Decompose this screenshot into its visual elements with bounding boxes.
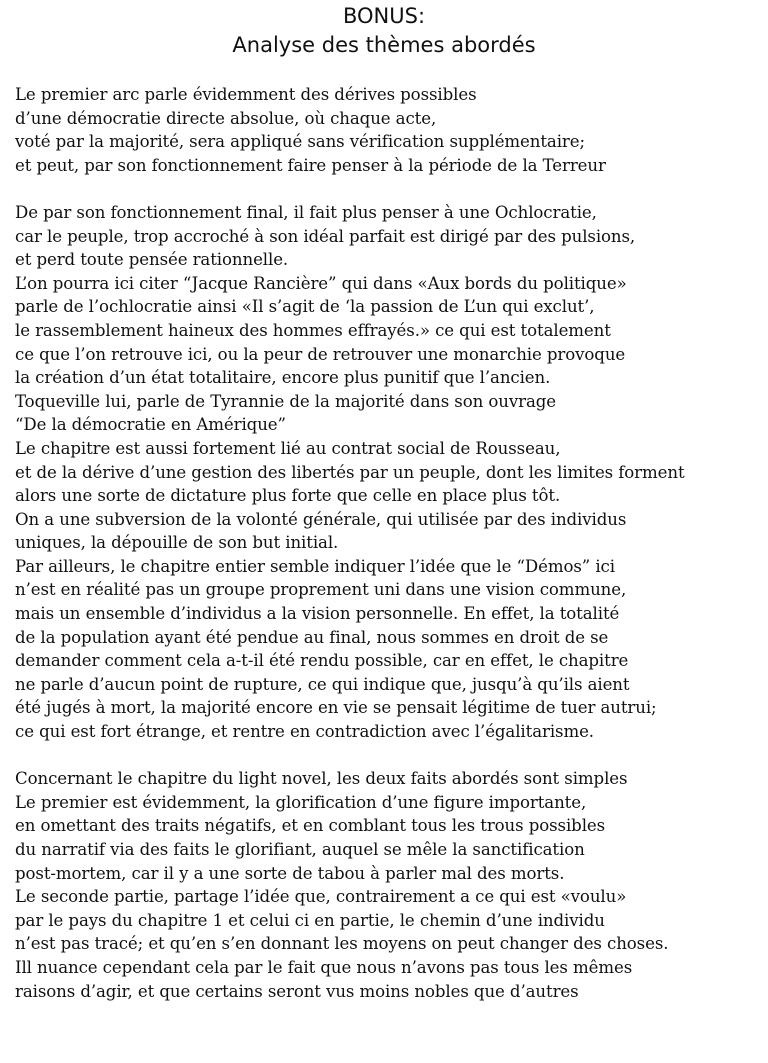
text-line: post-mortem, car il y a une sorte de tabou à parler mal des morts. <box>15 863 565 883</box>
paragraph-gap <box>15 744 765 768</box>
text-line: n’est en réalité pas un groupe proprement uni dans une vision commune, <box>15 580 627 600</box>
text-line: L’on pourra ici citer “Jacque Rancière” qui dans «Aux bords du politique» <box>15 273 627 293</box>
page-title: BONUS: <box>342 4 426 28</box>
text-line: On a une subversion de la volonté générale, qui utilisée par des individus <box>15 509 627 529</box>
text-line: alors une sorte de dictature plus forte que celle en place plus tôt. <box>15 486 561 506</box>
paragraph-3 <box>15 767 765 1003</box>
text-line: et perd toute pensée rationnelle. <box>15 250 289 270</box>
text-line: De par son fonctionnement final, il fait plus penser à une Ochlocratie, <box>15 202 597 222</box>
text-line: la création d’un état totalitaire, encore plus punitif que l’ancien. <box>15 368 551 388</box>
text-line: et peut, par son fonctionnement faire penser à la période de la Terreur <box>15 155 606 175</box>
text-line: du narratif via des faits le glorifiant, auquel se mêle la sanctification <box>15 840 585 859</box>
text-line: d’une démocratie directe absolue, où chaque acte, <box>15 108 437 128</box>
text-line: voté par la majorité, sera appliqué sans vérification supplémentaire; <box>15 132 585 152</box>
text-line: demander comment cela a-t-il été rendu possible, car en effet, le chapitre <box>15 651 629 671</box>
text-line: Le premier est évidemment, la glorification d’une figure importante, <box>15 792 587 812</box>
text-line: mais un ensemble d’individus a la vision personnelle. En effet, la totalité <box>15 604 620 624</box>
text-line: Concernant le chapitre du light novel, les deux faits abordés sont simples <box>15 769 628 789</box>
text-line: et de la dérive d’une gestion des libertés par un peuple, dont les limites forment <box>15 462 685 482</box>
text-line: ne parle d’aucun point de rupture, ce qui indique que, jusqu’à qu’ils aient <box>15 674 630 694</box>
text-line: Le chapitre est aussi fortement lié au contrat social de Rousseau, <box>15 438 561 458</box>
page-subtitle: Analyse des thèmes abordés <box>232 33 536 57</box>
text-line: par le pays du chapitre 1 et celui ci en partie, le chemin d’une individu <box>15 910 605 930</box>
text-line: en omettant des traits négatifs, et en comblant tous les trous possibles <box>15 816 606 836</box>
text-line: Par ailleurs, le chapitre entier semble indiquer l’idée que le “Démos” ici <box>15 556 615 576</box>
text-line: Le seconde partie, partage l’idée que, contrairement a ce qui est «voulu» <box>15 887 627 907</box>
text-line: uniques, la dépouille de son but initial. <box>15 533 339 553</box>
page-header <box>0 2 768 60</box>
text-line: Le premier arc parle évidemment des dérives possibles <box>15 85 477 104</box>
text-line: n’est pas tracé; et qu’en s’en donnant les moyens on peut changer des choses. <box>15 934 669 954</box>
paragraph-1 <box>15 83 765 177</box>
text-line: de la population ayant été pendue au final, nous sommes en droit de se <box>15 627 609 647</box>
paragraph-2 <box>15 201 765 744</box>
text-line: Ill nuance cependant cela par le fait que nous n’avons pas tous les mêmes <box>15 957 633 977</box>
text-line: ce que l’on retrouve ici, ou la peur de retrouver une monarchie provoque <box>15 344 626 364</box>
text-line: Toqueville lui, parle de Tyrannie de la majorité dans son ouvrage <box>15 391 556 411</box>
text-line: “De la démocratie en Amérique” <box>15 415 286 435</box>
document-body <box>15 83 765 1003</box>
text-line: ce qui est fort étrange, et rentre en contradiction avec l’égalitarisme. <box>15 722 594 742</box>
text-line: le rassemblement haineux des hommes effrayés.» ce qui est totalement <box>15 320 611 340</box>
text-line: parle de l’ochlocratie ainsi «Il s’agit de ‘la passion de L’un qui exclut’, <box>15 297 595 317</box>
text-line: car le peuple, trop accroché à son idéal parfait est dirigé par des pulsions, <box>15 226 636 246</box>
text-line: été jugés à mort, la majorité encore en vie se pensait légitime de tuer autrui; <box>15 698 657 718</box>
text-line: raisons d’agir, et que certains seront vus moins nobles que d’autres <box>15 981 579 1001</box>
paragraph-gap <box>15 177 765 201</box>
